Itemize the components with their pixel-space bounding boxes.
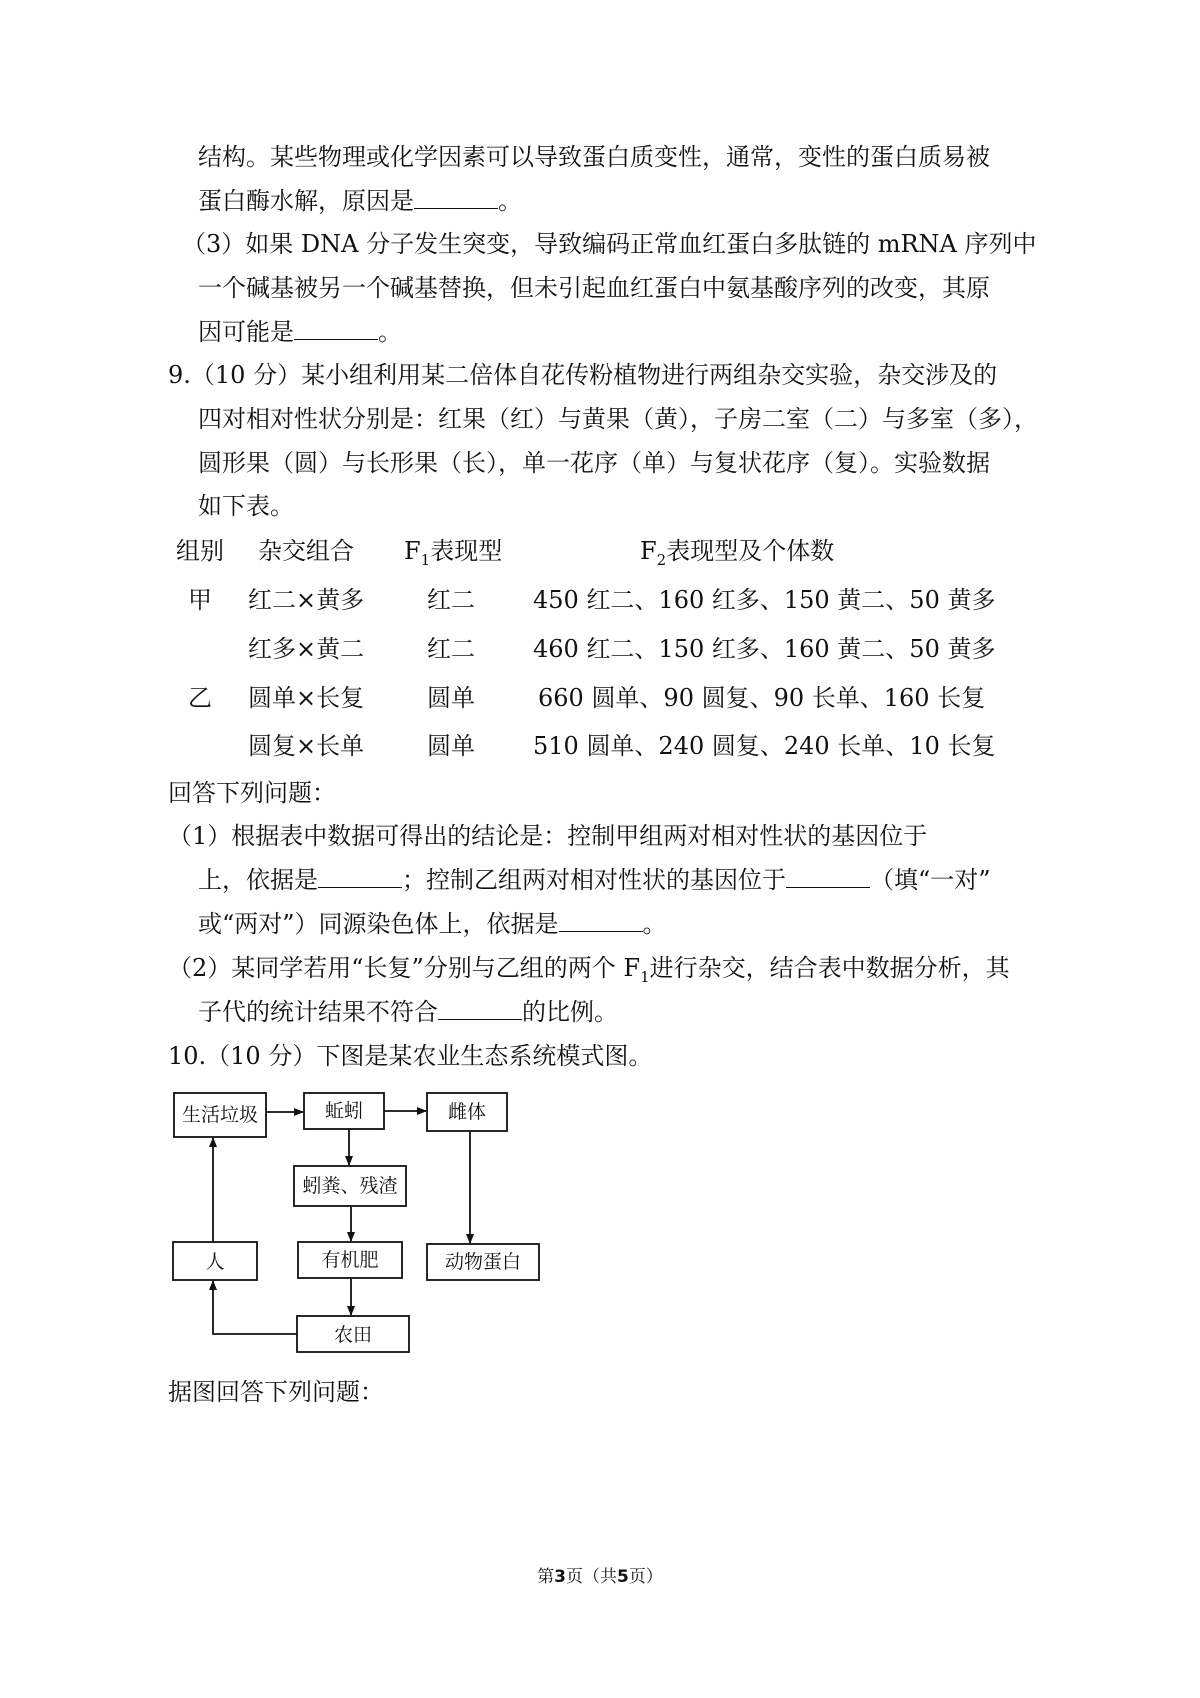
q9-sub2-line2-b: 的比例。 <box>522 998 618 1026</box>
q9-sub1-line3-b: 。 <box>642 910 667 938</box>
node-feces-label: 蚓粪、残渣 <box>302 1175 398 1197</box>
q9-line4: 如下表。 <box>198 492 294 520</box>
row2-cross: 红多×黄二 <box>248 635 365 663</box>
q9-sub1-line3-a: 或“两对”）同源染色体上，依据是 <box>198 910 559 938</box>
node-garbage-label: 生活垃圾 <box>181 1104 259 1126</box>
node-earthworm-label: 蚯蚓 <box>324 1100 364 1122</box>
q9-sub2-line2-a: 子代的统计结果不符合 <box>198 998 438 1026</box>
q9-line2: 四对相对性状分别是：红果（红）与黄果（黄），子房二室（二）与多室（多）， <box>198 405 1038 433</box>
q9-sub1-line1: （1）根据表中数据可得出的结论是：控制甲组两对相对性状的基因位于 <box>168 822 928 850</box>
page-footer <box>0 1562 1200 1587</box>
footer-page-number: 3 <box>554 1567 566 1587</box>
q8-line2-text: 蛋白酶水解，原因是 <box>198 187 414 215</box>
header-f1-text: 表现型 <box>430 537 503 565</box>
footer-total-pages: 5 <box>617 1567 629 1587</box>
row4-f1: 圆单 <box>427 732 475 760</box>
row4-cross: 圆复×长单 <box>248 732 365 760</box>
footer-post: 页） <box>628 1567 663 1587</box>
q10-after: 据图回答下列问题： <box>168 1378 384 1406</box>
node-chick-label: 雌体 <box>447 1101 487 1123</box>
row2-f1: 红二 <box>427 635 475 663</box>
q8-sub3-line3-end: 。 <box>378 318 402 346</box>
node-fertilizer-label: 有机肥 <box>321 1249 379 1271</box>
arrow-field-human <box>213 1281 297 1334</box>
q8-sub3-line2: 一个碱基被另一个碱基替换，但未引起血红蛋白中氨基酸序列的改变，其原 <box>198 274 990 302</box>
q8-line2-end: 。 <box>498 187 522 215</box>
q9-sub1-line2-a: 上，依据是 <box>198 866 318 894</box>
node-protein-label: 动物蛋白 <box>444 1251 522 1273</box>
q8-line1: 结构。某些物理或化学因素可以导致蛋白质变性，通常，变性的蛋白质易被 <box>198 143 990 171</box>
row4-f2: 510 圆单、240 圆复、240 长单、10 长复 <box>533 732 996 760</box>
row3-group: 乙 <box>188 684 212 712</box>
row1-f1: 红二 <box>427 586 475 614</box>
q8-sub3-line3-text: 因可能是 <box>198 318 294 346</box>
node-field-label: 农田 <box>333 1324 373 1346</box>
header-group: 组别 <box>176 537 224 565</box>
row1-cross: 红二×黄多 <box>248 586 365 614</box>
q9-line1: 9.（10 分）某小组利用某二倍体自花传粉植物进行两组杂交实验，杂交涉及的 <box>168 361 998 389</box>
q10-line1: 10.（10 分）下图是某农业生态系统模式图。 <box>168 1042 653 1070</box>
header-f1-letter: F <box>404 537 421 565</box>
row3-f2: 660 圆单、90 圆复、90 长单、160 长复 <box>538 684 986 712</box>
row1-group: 甲 <box>188 586 212 614</box>
q9-line3: 圆形果（圆）与长形果（长），单一花序（单）与复状花序（复）。实验数据 <box>198 449 990 477</box>
footer-pre: 第 <box>537 1567 555 1587</box>
row2-f2: 460 红二、150 红多、160 黄二、50 黄多 <box>533 635 996 663</box>
q9-sub1-line2-b: ；控制乙组两对相对性状的基因位于 <box>402 866 786 894</box>
footer-mid: 页（共 <box>566 1567 617 1587</box>
q8-sub3-line1: （3）如果 DNA 分子发生突变，导致编码正常血红蛋白多肽链的 mRNA 序列中 <box>182 230 1037 258</box>
q9-sub2-line1-sub: 1 <box>640 967 650 986</box>
q9-sub1-line2-c: （填“一对” <box>870 866 991 894</box>
header-cross: 杂交组合 <box>258 537 354 565</box>
header-f2-text: 表现型及个体数 <box>666 537 835 565</box>
q9-answer-intro: 回答下列问题： <box>168 779 336 807</box>
q9-sub2-line1-b: 进行杂交，结合表中数据分析，其 <box>649 954 1010 982</box>
header-f2-letter: F <box>640 537 657 565</box>
node-human-label: 人 <box>205 1251 225 1273</box>
row3-f1: 圆单 <box>427 684 475 712</box>
q9-sub2-line1-a: （2）某同学若用“长复”分别与乙组的两个 F <box>168 954 641 982</box>
row1-f2: 450 红二、160 红多、150 黄二、50 黄多 <box>533 586 996 614</box>
header-f1-sub: 1 <box>420 550 431 569</box>
header-f2-sub: 2 <box>656 550 667 569</box>
row3-cross: 圆单×长复 <box>248 684 365 712</box>
